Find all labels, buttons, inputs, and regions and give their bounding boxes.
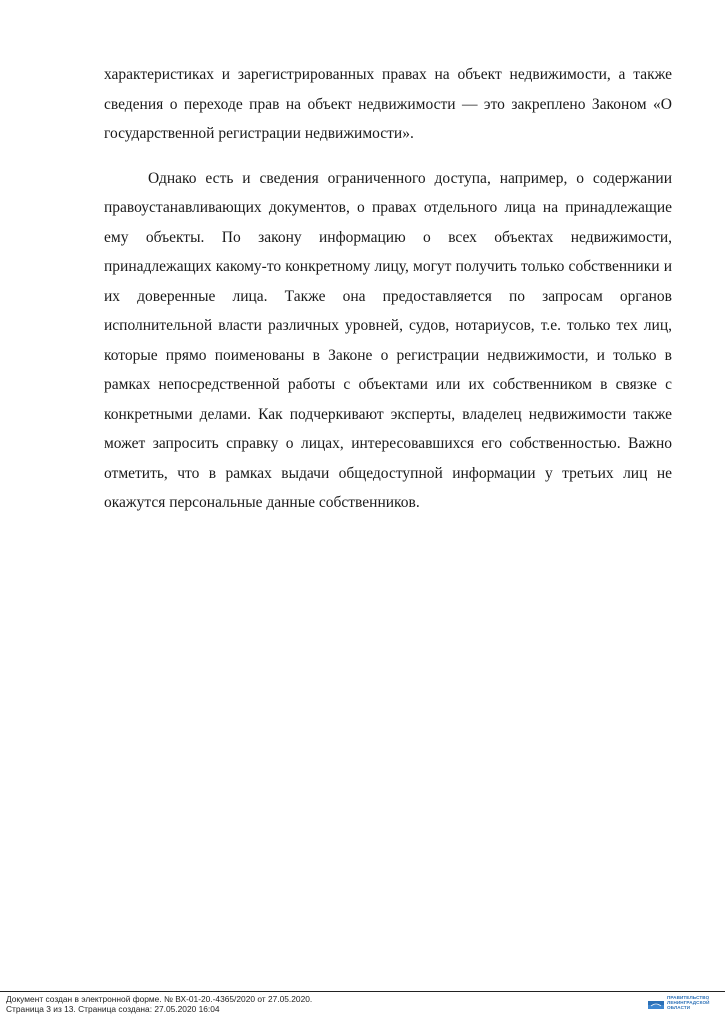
paragraph-restricted-info: Однако есть и сведения ограниченного доступа, например, о содержании правоустанавливающих документов, о правах отдельного лица на принадлежащие ему объекты. По закону информацию о всех объектах недвижимости, принадлежащих какому-то конкретному лицу, могут получить только собственники и их доверенные лица. Также она предоставляется по запросам органов исполнительной власти различных уровней, судов, нотариусов, т.е. только тех лиц, которые прямо поименованы в Законе о регистрации недвижимости, и только в рамках непосредственной работы с объектами или их собственником в связке с конкретными делами. Как подчеркивают эксперты, владелец недвижимости также может запросить справку о лицах, интересовавшихся его собственностью. Важно отметить, что в рамках выдачи общедоступной информации у третьих лиц не окажутся персональные данные собственников. — [104, 169, 672, 511]
footer-document-info: Документ создан в электронной форме. № ВХ-01-20.-4365/2020 от 27.05.2020. — [6, 994, 313, 1004]
footer-divider — [0, 991, 725, 992]
government-logo-text — [667, 995, 710, 1011]
government-logo — [648, 995, 722, 1017]
logo-line-3: ОБЛАСТИ — [667, 1005, 691, 1011]
footer-page-info: Страница 3 из 13. Страница создана: 27.05.2020 16:04 — [6, 1004, 220, 1014]
document-body — [104, 60, 672, 518]
logo-line-2: ЛЕНИНГРАДСКОЙ — [667, 1000, 710, 1006]
logo-line-1: ПРАВИТЕЛЬСТВО — [667, 995, 710, 1000]
paragraph-continuation: характеристиках и зарегистрированных правах на объект недвижимости, а также сведения о переходе прав на объект недвижимости — это закреплено Законом «О государственной регистрации недвижимости». — [104, 66, 672, 142]
document-footer — [6, 994, 566, 1014]
regional-flag-icon — [648, 997, 664, 1009]
